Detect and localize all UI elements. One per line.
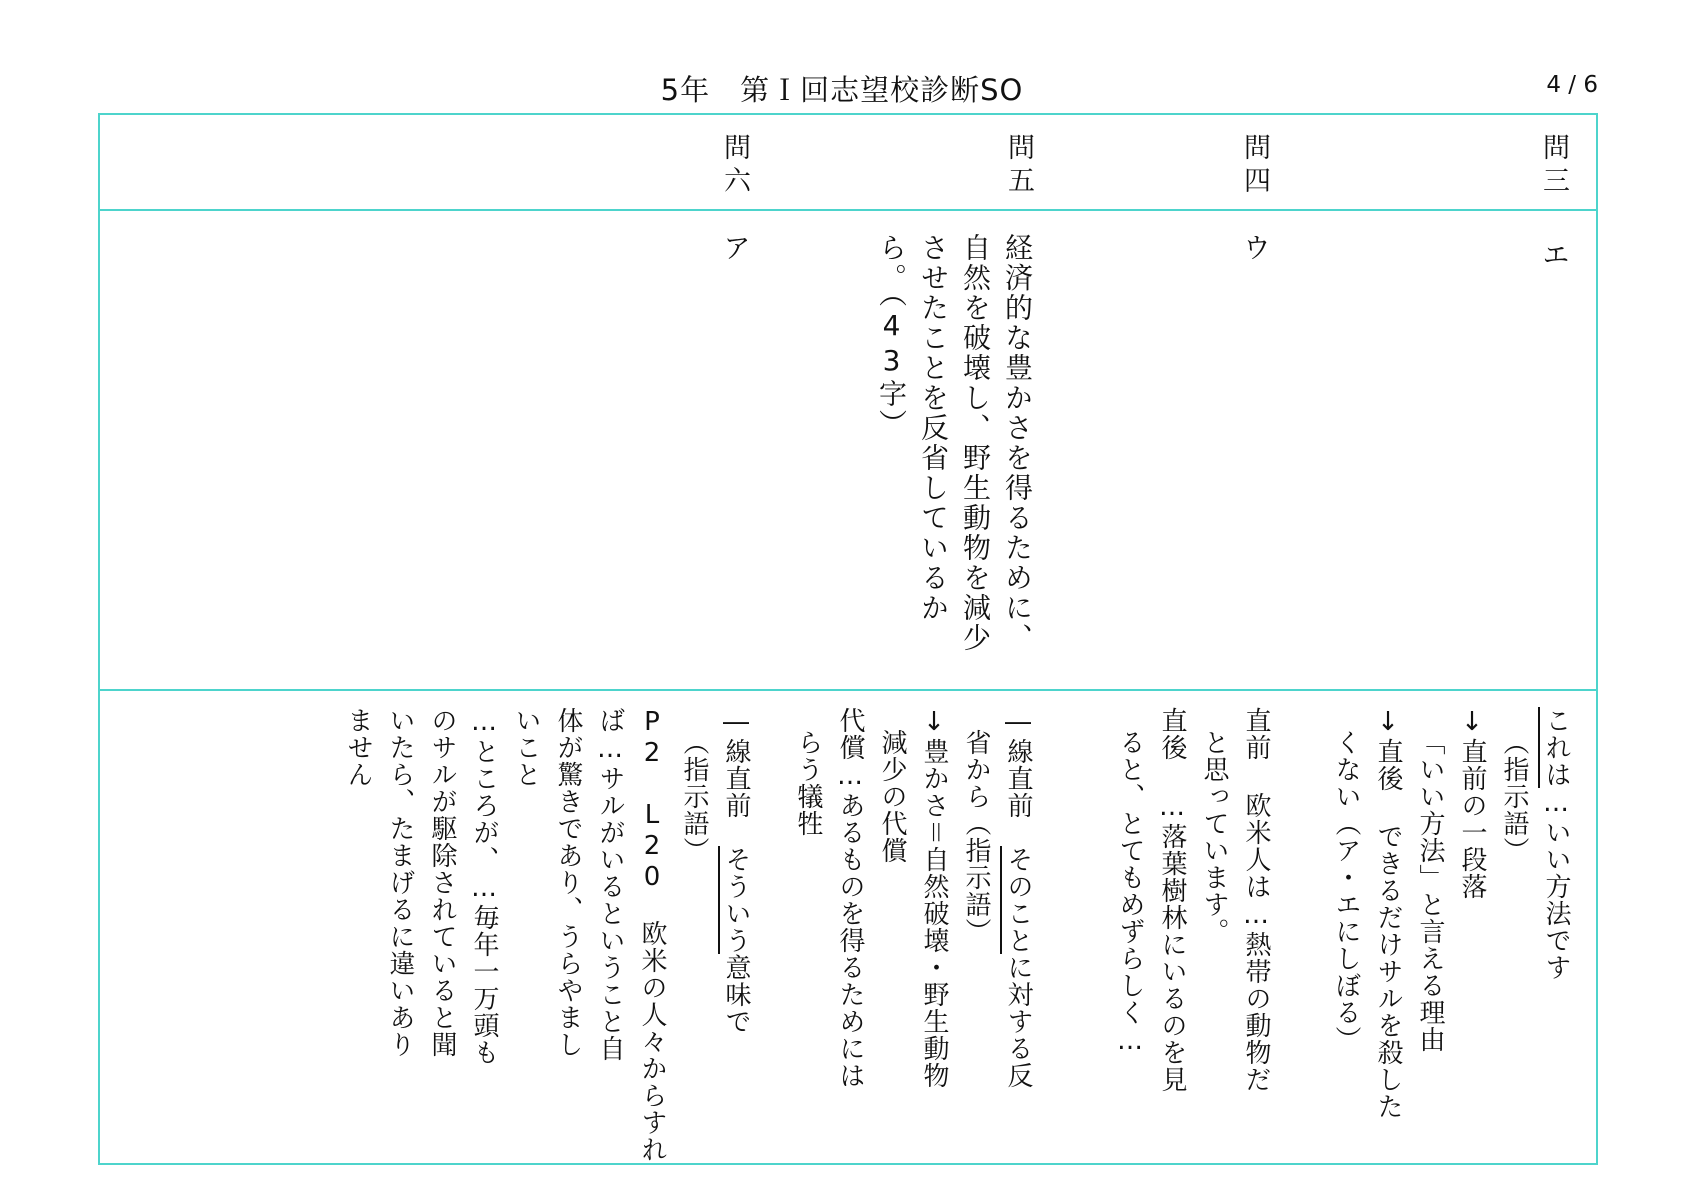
question-label-6: 問六 [719,133,750,199]
answer-6: ア [719,233,752,263]
explanation-5-line: 減少の代償 [877,729,907,864]
explanation-4-line: と思っています。 [1199,729,1229,945]
explanation-5-line: 省から（指示語） [961,729,991,945]
document-title: 5年 第Ｉ回志望校診断SO [660,73,1024,107]
answer-row-divider [100,689,1596,691]
explanation-3-line: 「いい方法」と言える理由 [1415,729,1445,1053]
explanation-3-line: くない（ア・エにしぼる） [1331,729,1361,1053]
explanation-6-line: ません [343,707,373,788]
explanation-3-line: （指示語） [1499,729,1529,864]
explanation-5-line: 代償…あるものを得るためには [835,707,865,1089]
question-label-4: 問四 [1239,133,1270,199]
explanation-6-line: （指示語） [679,729,709,864]
explanation-6-line: …ところが、…毎年一万頭も [469,707,499,1066]
explanation-4-line: 直後 …落葉樹林にいるのを見 [1157,707,1187,1093]
explanation-3-line: ↓直前の一段落 [1457,707,1487,900]
answer-3: エ [1538,240,1571,270]
explanation-5-line: らう犠牲 [793,729,823,837]
question-label-3: 問三 [1538,133,1569,199]
explanation-5-line: ↓豊かさ＝自然破壊・野生動物 [919,707,949,1089]
underlined-phrase: そのこと [1000,846,1033,954]
explanation-6-line: ば…サルがいるということ自 [595,707,625,1062]
explanation-6-line: 体が驚きであり、うらやまし [553,707,583,1058]
explanation-6-line: いこと [511,707,541,788]
answer-sheet [98,113,1598,1165]
answer-5-line: ら。（43字） [875,233,908,439]
underlined-phrase: そういう [718,846,751,954]
explanation-6-line: いたら、たまげるに違いあり [385,707,415,1058]
explanation-6-line: P2 L20 欧米の人々からすれ [637,707,667,1163]
answer-5-line: 経済的な豊かさを得るために、 [1001,233,1034,653]
answer-5-line: 自然を破壊し、野生動物を減少 [959,233,992,653]
answer-5-line: させたことを反省しているか [917,233,950,623]
explanation-4-line: ると、とてもめずらしく… [1115,729,1145,1057]
explanation-4-line: 直前 欧米人は…熱帯の動物だ [1241,707,1271,1093]
header-row-divider [100,209,1596,211]
explanation-6-line: ―線直前 そういう意味で [715,707,757,1035]
explanation-3-line: これは…いい方法です [1535,707,1577,981]
underlined-phrase: これは [1538,707,1571,788]
explanation-5-line: ―線直前 そのことに対する反 [997,707,1039,1089]
page-number: 4 / 6 [1546,72,1598,98]
answer-4: ウ [1239,233,1272,263]
explanation-6-line: のサルが駆除されていると聞 [427,707,457,1058]
explanation-3-line: ↓直後 できるだけサルを殺した [1373,707,1403,1120]
question-label-5: 問五 [1003,133,1034,199]
